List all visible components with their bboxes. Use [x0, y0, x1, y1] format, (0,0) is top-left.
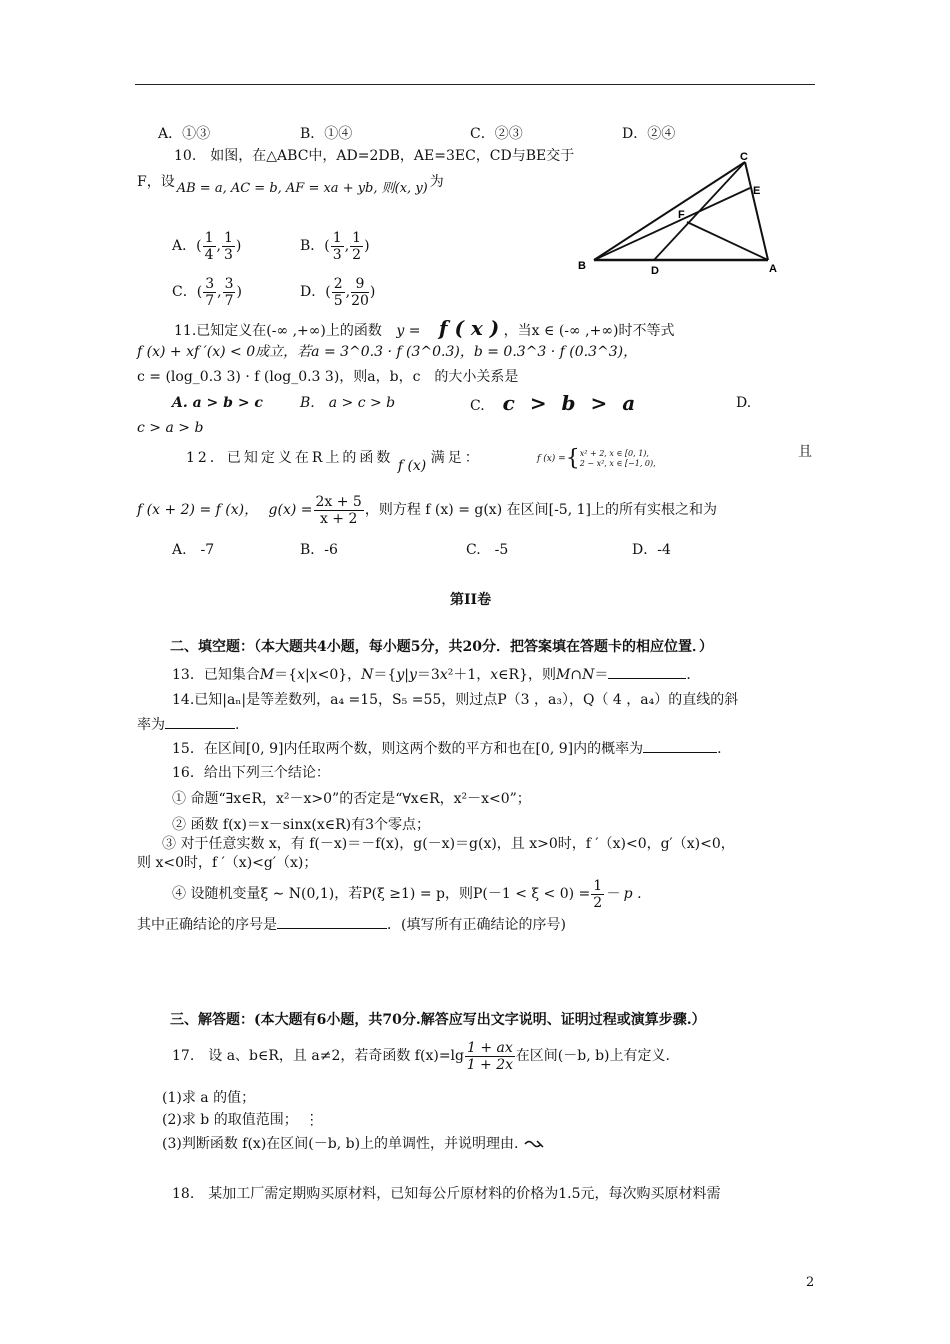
q16-statement-4: ④ 设随机变量ξ ∼ N(0,1)，若P(ξ ≥1) = p，则P(－1 < ξ < 0) = $\frac{1}{2}$ － p . [172, 877, 642, 911]
part2-title: 第II卷 [450, 592, 492, 608]
q12-line1: 12．已知定义在R上的函数 f (x) 满足： [186, 450, 482, 474]
q12-piecewise: f (x) ={ x² + 2, x ∈ [0, 1), 2 − x², x ∈ [−1, 0), [537, 446, 656, 471]
q17-stem: 17. 设 a、b∈R，且 a≠2，若奇函数 f(x)=lg $\frac{1 + ax}{1 + 2x}$ 在区间(－b, b)上有定义. [172, 1039, 670, 1073]
q11-line3: c = (log_0.3 3) · f (log_0.3 3)，则a，b，c 的大小关系是 [137, 369, 519, 385]
q16-statement-1: ① 命题“∃x∈R，x²－x>0”的否定是“∀x∈R，x²－x<0”； [172, 791, 531, 807]
q12-option-c: C. -5 [466, 542, 509, 558]
header-rule [135, 84, 815, 85]
q10-line1: 10. 如图，在△ABC中，AD=2DB，AE=3EC，CD与BE交于 [174, 148, 575, 164]
q16-statement-3b: 则 x<0时，f ′（x)<g′（x)； [137, 855, 318, 871]
q17-part-2: (2)求 b 的取值范围； ⋮ [162, 1112, 319, 1128]
segment-af [687, 222, 768, 260]
q10-option-b: B．( $\frac{1}{3}$ , $\frac{1}{2}$ ) [300, 229, 370, 263]
q12-and: 且 [798, 444, 812, 460]
label-c: C [740, 151, 748, 163]
q11-option-a: A. a > b > c [172, 395, 263, 411]
q14-line2: 率为 . [137, 714, 239, 735]
label-e: E [753, 185, 761, 197]
q15: 15．在区间[0, 9]内任取两个数，则这两个数的平方和也在[0, 9]内的概率为 . [172, 738, 722, 759]
q12-option-d: D．-4 [632, 542, 671, 558]
side-bc [594, 162, 745, 260]
q12-option-b: B．-6 [300, 542, 338, 558]
label-a: A [769, 263, 777, 275]
q9-option-b: B．①④ [300, 126, 353, 142]
q9-option-c: C．②③ [470, 126, 523, 142]
q12-option-a: A. -7 [172, 542, 215, 558]
q10-option-c: C．( $\frac{3}{7}$ , $\frac{3}{7}$ ) [172, 275, 242, 309]
decorative-mark-icon [523, 1138, 545, 1150]
q17-part-3: (3)判断函数 f(x)在区间(－b, b)上的单调性，并说明理由. [162, 1134, 545, 1154]
q16-statement-2: ② 函数 f(x)＝x－sinx(x∈R)有3个零点； [172, 817, 431, 833]
q11-line2: f (x) + xf ′(x) < 0成立，若a = 3^0.3 · f (3^0.3)，b = 0.3^3 · f (0.3^3)， [137, 344, 638, 360]
q9-option-d: D．②④ [622, 126, 676, 142]
q16-intro: 16．给出下列三个结论： [172, 765, 330, 781]
q14-line1: 14.已知|aₙ|是等差数列，a₄ =15，S₅ =55，则过点P（3 ，a₃），Q（ 4 ，a₄）的直线的斜 [172, 692, 739, 708]
q15-answer-blank[interactable] [643, 738, 717, 753]
q11-option-c: C. c > b > a [470, 391, 640, 415]
q18-stem: 18. 某加工厂需定期购买原材料，已知每公斤原材料的价格为1.5元，每次购买原材料需 [172, 1186, 721, 1202]
label-d: D [651, 265, 659, 277]
label-f: F [678, 209, 685, 221]
segment-be [594, 188, 750, 260]
q10-line2: F，设 AB = a, AC = b, AF = xa + yb, 则(x, y) 为 [137, 174, 444, 196]
q10-option-d: D．( $\frac{2}{5}$ , $\frac{9}{20}$ ) [300, 275, 376, 309]
section2-heading: 二、填空题：（本大题共4小题，每小题5分，共20分．把答案填在答题卡的相应位置．） [170, 639, 713, 655]
q16-answer-blank[interactable] [277, 914, 387, 929]
q11-line1: 11.已知定义在(-∞ ,+∞)上的函数 y = f ( x ) ，当x ∈ (-∞ ,+∞)时不等式 [174, 316, 675, 340]
q13: 13．已知集合M＝{x|x<0}，N＝{y|y＝3x²＋1，x∈R}，则M∩N＝ ． [172, 664, 700, 685]
page-number: 2 [806, 1275, 815, 1290]
q16-statement-3a: ③ 对于任意实数 x，有 f(－x)＝－f(x)，g(－x)＝g(x)，且 x>0时，f ′（x)<0，g′（x)<0， [162, 836, 735, 852]
q9-option-a: A．①③ [158, 126, 211, 142]
q17-part-1: (1)求 a 的值； [162, 1090, 256, 1106]
section3-heading: 三、解答题：(本大题有6小题，共70分.解答应写出文字说明、证明过程或演算步骤.） [170, 1012, 706, 1028]
q10-option-a: A．( $\frac{1}{4}$ , $\frac{1}{3}$ ) [172, 229, 242, 263]
triangle-figure [572, 148, 792, 278]
q13-answer-blank[interactable] [608, 664, 686, 679]
q12-line2: f (x + 2) = f (x)， g(x) = $\frac{2x + 5}{x + 2}$ ，则方程 f (x) = g(x) 在区间[-5, 1]上的所有实根之和为 [137, 493, 717, 527]
q16-conclusion: 其中正确结论的序号是 ．(填写所有正确结论的序号) [137, 914, 566, 935]
q14-answer-blank[interactable] [165, 714, 235, 729]
label-b: B [578, 260, 586, 272]
q11-option-b: B. a > c > b [300, 395, 396, 411]
side-ca [745, 162, 768, 260]
q11-option-d-label: D. [736, 395, 752, 411]
q11-option-d-expr: c > a > b [137, 420, 204, 436]
